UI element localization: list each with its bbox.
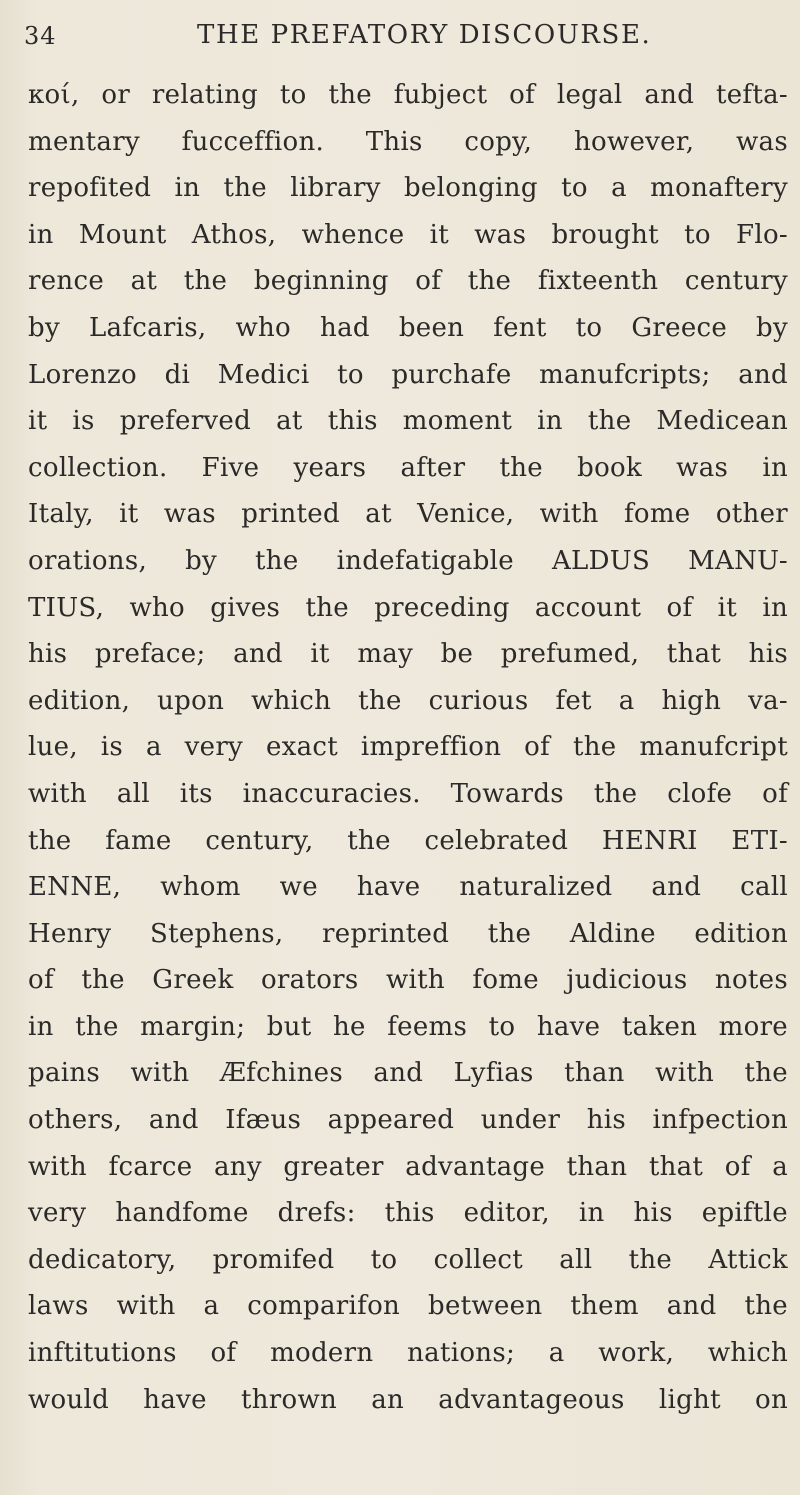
text-line: repofited in the library belonging to a monaftery bbox=[28, 173, 788, 204]
text-line: with fcarce any greater advantage than that of a bbox=[28, 1151, 788, 1182]
text-line: orations, by the indefatigable ALDUS MANU- bbox=[28, 545, 788, 576]
text-line: mentary fucceffion. This copy, however, was bbox=[28, 126, 788, 157]
text-line: others, and Ifæus appeared under his infpection bbox=[28, 1105, 788, 1136]
text-line: the fame century, the celebrated HENRI ETI- bbox=[28, 825, 788, 856]
text-line: of the Greek orators with fome judicious notes bbox=[28, 965, 788, 996]
text-line: in Mount Athos, whence it was brought to Flo- bbox=[28, 219, 788, 250]
text-line: Lorenzo di Medici to purchafe manufcripts; and bbox=[28, 359, 788, 390]
running-head bbox=[0, 20, 800, 60]
text-line: rence at the beginning of the fixteenth century bbox=[28, 266, 788, 297]
text-line: with all its inaccuracies. Towards the clofe of bbox=[28, 778, 788, 809]
text-line: TIUS, who gives the preceding account of it in bbox=[28, 592, 788, 623]
text-line: would have thrown an advantageous light on bbox=[28, 1384, 788, 1415]
text-line: very handfome drefs: this editor, in his epiftle bbox=[28, 1198, 788, 1229]
text-line: laws with a comparifon between them and the bbox=[28, 1291, 788, 1322]
text-line: in the margin; but he feems to have taken more bbox=[28, 1011, 788, 1042]
text-line: dedicatory, promifed to collect all the Attick bbox=[28, 1244, 788, 1275]
text-line: his preface; and it may be prefumed, that his bbox=[28, 639, 788, 670]
body-text bbox=[28, 72, 788, 1423]
text-line: collection. Five years after the book was in bbox=[28, 452, 788, 483]
text-line: κοί, or relating to the fubject of legal and tefta- bbox=[28, 80, 788, 110]
text-line: edition, upon which the curious fet a high va- bbox=[28, 685, 788, 716]
running-head-title: THE PREFATORY DISCOURSE. bbox=[197, 20, 652, 50]
text-line: it is preferved at this moment in the Medicean bbox=[28, 406, 788, 437]
text-line: ENNE, whom we have naturalized and call bbox=[28, 872, 788, 903]
text-line: Italy, it was printed at Venice, with fome other bbox=[28, 499, 788, 530]
text-line: inftitutions of modern nations; a work, which bbox=[28, 1338, 788, 1369]
text-line: pains with Æfchines and Lyfias than with the bbox=[28, 1058, 788, 1089]
page-number: 34 bbox=[24, 22, 57, 50]
text-line: Henry Stephens, reprinted the Aldine edition bbox=[28, 918, 788, 949]
text-line: by Lafcaris, who had been fent to Greece by bbox=[28, 312, 788, 343]
text-line: lue, is a very exact impreffion of the manufcript bbox=[28, 732, 788, 763]
